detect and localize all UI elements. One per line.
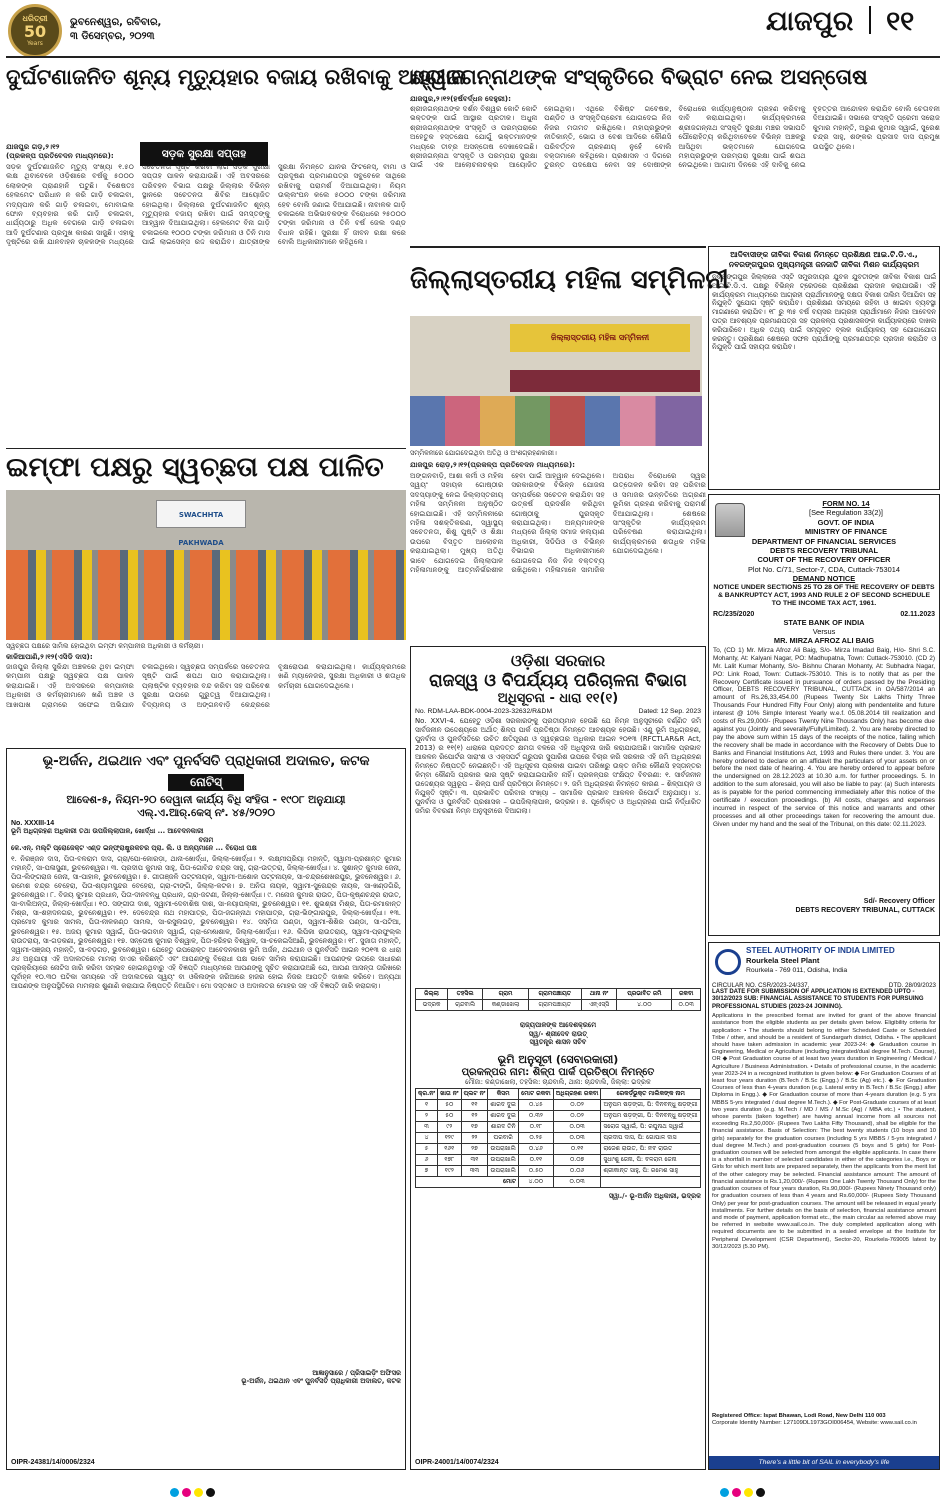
cell: ୦.୦୬ <box>553 1166 601 1177</box>
total-b: ୦.୦୩ <box>553 1177 601 1188</box>
col-head: ଅଧିଗ୍ରହଣ ରକବା <box>553 1089 601 1100</box>
notification: ଅଧିସୂଚନା - ଧାରା ୧୧(୧) <box>497 691 619 706</box>
notice-badge-wrap <box>11 771 401 791</box>
story-imfa-body <box>6 652 406 744</box>
badge-years: 50 <box>23 22 47 41</box>
ad-title: ଆଦିବାସୀଙ୍କ ଜୀବିକା ବିକାଶ ନିମନ୍ତେ ପ୍ରଶିକ୍ଷଣ ଆଇ.ଟି.ଡି.ଏ., ନବରଙ୍ଗପୁରର ମୁଖ୍ୟମନ୍ତ୍ରୀ ଜନଜାତି ଜୀବିକା ମିଶନ କାର୍ଯ୍ୟକ୍ରମ <box>728 250 920 269</box>
masthead <box>6 4 940 60</box>
ad-tribal-livelihood <box>708 246 940 490</box>
cell: ୦.୦୩ <box>672 1000 701 1011</box>
col-head: କ୍ର.ନଂ <box>416 1089 438 1100</box>
cell: ୧୯୨ <box>438 1166 462 1177</box>
cell: ୧୨୯ <box>438 1133 462 1144</box>
table-row <box>416 1100 701 1111</box>
cell: ୨୭ <box>461 1144 488 1155</box>
col-head: ଗ୍ରାମପଞ୍ଚାୟତ <box>528 989 581 1000</box>
cell: ୩୩ <box>461 1166 488 1177</box>
cell: ୦.୦୩ <box>553 1122 601 1133</box>
project-name: ପ୍ରକଳ୍ପର ନାମ: ଶିଳ୍ପ ପାର୍କ ପ୍ରତିଷ୍ଠା ନିମନ୍ତେ <box>461 1066 655 1078</box>
drt-body: To, (CD 1) Mr. Mirza Afroz Ali Baig, S/o- Mirza Imadad Baig, H/o- Shri S.C. Mohanty, At: Kalyani Nagar, PO: Madhupatna, Town: Cuttack-753010. (CD 2) Mr. Lalit Kumar Mohanty, S/o- Bishnu Charan Mohanty, At: Subhadra Nagar, PO: Link Road, Town: Cuttack-753010. This is to notify that as per the Recovery Certificate issued in pursuance of orders passed by the Presiding Officer, DEBTS RECOVERY TRIBUNAL, CUTTACK in OA/587/2014 an amount of Rs.26,33,454.00 (Rupees Twenty Six Lakhs Thirty Three Thousands Four Hundred Fifty Four Only) along with pendentelite and future interest @ 10% Simple Interest Yearly w.e.f. 05.08.2014 till realization and costs of Rs.29,000/- (Rupees Twenty Nine Thousands Only) has become due against you (Jointly and severally/Fully/Limited). 2. You are hereby directed to pay the above sum within 15 days of the receipts of the notice, failing which the recovery shall be made in accordance with the Recovery of Debts Due to Banks and Financial Institutions Act, 1993 and Rules there under. 3. You are hereby ordered to declare on an affidavit the particulars of your assets on or before the next date of hearing. 4. You are hereby ordered to appear before the undersigned on 28.12.2023 at 10.30 a.m. for further proceedings. 5. In addition to the sum aforesaid, you will also be liable to pay: (a) Such interests as is payable for the period commencing immediately after this notice of the certificate / execution proceedings. (b) All costs, charges and expenses incurred in respect of the service of this notice and warrants and other processes and all other proceedings taken for recovering the amount due. Given under my hand and the seal of the Tribunal, on this date: 02.11.2023. <box>713 646 935 828</box>
col-head: ଗ୍ରାମ <box>483 989 529 1000</box>
cell: ଉପରାଖାଲି <box>488 1166 519 1177</box>
cell: ୫୦ <box>438 1100 462 1111</box>
tag-text: ସଡ଼କ ସୁରକ୍ଷା ସପ୍ତାହ <box>161 148 247 160</box>
story-body: ଜାଜପୁର ଜିଲ୍ଲା ସୁକିନ୍ଦା ଅଞ୍ଚଳରେ ଥିବା ଇମ୍ଫା କମ୍ପାନୀ ପକ୍ଷରୁ ସ୍ୱଚ୍ଛତା ପକ୍ଷ ପାଳନ କରାଯାଇଛି। ଏହି ଅବସରରେ କମ୍ପାନୀର ଅଧିକାରୀ ଓ କର୍ମଚାରୀମାନେ ଖଣି ଅଞ୍ଚଳ ଓ ଆଖପାଖ ଗ୍ରାମରେ ସଫେଇ ଅଭିଯାନ ଚଳାଇଥିଲେ। ସ୍ୱଚ୍ଛତା ସମ୍ପର୍କରେ ସଚେତନତା ସୃଷ୍ଟି ପାଇଁ ଶପଥ ପାଠ କରାଯାଇଥିଲା। ପ୍ଲାଷ୍ଟିକ ବ୍ୟବହାର ବନ୍ଦ କରିବା ସହ ପରିବେଶ ସୁରକ୍ଷା ଉପରେ ଗୁରୁତ୍ୱ ଦିଆଯାଇଥିଲା। ବିଦ୍ୟାଳୟ ଓ ଅଙ୍ଗନବାଡ଼ି କେନ୍ଦ୍ରରେ ବୃକ୍ଷରୋପଣ କରାଯାଇଥିଲା। କାର୍ଯ୍ୟକ୍ରମରେ ଖଣି ମ୍ୟାନେଜର, ସୁରକ୍ଷା ଅଧିକାରୀ ଓ ଶତାଧିକ କର୍ମଚାରୀ ଯୋଗଦେଇଥିଲେ। <box>6 662 406 709</box>
secretary: ସ୍ୱ/- ଶ୍ରୀଦେବ ରାଉତ୍ <box>528 1029 588 1038</box>
notice-title: DEMAND NOTICE <box>792 574 856 584</box>
col-head: ରକବା <box>672 989 701 1000</box>
backdrop-text: ଜିଲ୍ଲାସ୍ତରୀୟ ମହିଳା ସମ୍ମିଳନୀ <box>550 333 650 342</box>
location-table-head <box>416 989 701 1000</box>
respondent: କେ.ଏନ୍. ମଲ୍ଟି ପ୍ରୋଜେକ୍ଟ ଏଣ୍ଡ ଇନ୍‌ଫ୍ରାଷ୍ଟ୍ରକଚର ପ୍ରା. ଲି. ଓ ଅନ୍ୟମାନେ ... ବିରୋଧୀ ପକ୍ଷ <box>11 844 257 853</box>
ad-revenue-notification <box>410 646 706 1470</box>
col-head: ରେକର୍ଡ଼ଭୁକ୍ତ ମାଲିକଙ୍କ ନାମ <box>601 1089 701 1100</box>
drt-header-2 <box>713 537 935 609</box>
cell: ୦.୦୩ <box>553 1133 601 1144</box>
footer-2: Corporate Identity Number: L27109DL1973GOI006454, Website: www.sail.co.in <box>712 1420 917 1427</box>
order-by: ରାଜ୍ୟପାଳଙ୍କ ଆଦେଶକ୍ରମେ <box>519 1021 597 1029</box>
order-block <box>415 1021 701 1047</box>
oipr-code: OIPR-24001/14/0074/2324 <box>415 1459 499 1466</box>
cell: ଗ୍ରାମପଞ୍ଚାୟତ <box>528 1000 581 1011</box>
cell: ୦.୩୨ <box>519 1111 554 1122</box>
case-line: ଏଲ୍‌.ଏ.ଆର୍‌.କେସ୍ ନଂ. ୪୫/୨୦୨୦ <box>137 807 275 819</box>
stage-table <box>510 370 700 392</box>
location-table <box>415 988 701 1011</box>
cyan-dot <box>170 1488 179 1497</box>
dept: DEPARTMENT OF FINANCIAL SERVICES <box>751 536 897 546</box>
photo-caption: ସମ୍ମିଳନୀରେ ଯୋଗଦେଇଥିବା ଅତିଥି ଓ ଅଂଶଗ୍ରହଣକାରୀ। <box>410 449 557 457</box>
dept: ରାଜସ୍ୱ ଓ ବିପର୍ଯ୍ୟୟ ପରିଚାଳନା ବିଭାଗ <box>429 671 687 691</box>
cell: ୦.୫୦ <box>519 1166 554 1177</box>
headline: ଜିଲ୍ଲାସ୍ତରୀୟ ମହିଳା ସମ୍ମିଳନୀ <box>410 246 706 312</box>
conference-photo <box>410 316 702 446</box>
dateline: ଯାଜପୁର ରୋଡ଼,୨।୧୨(ପ୍ରକଳ୍ପ ପ୍ରତିବେଦନ ମାଧ୍ୟମରେ): <box>410 460 575 469</box>
banner-text: SWACHHTA PAKHWADA <box>178 511 224 547</box>
gov: GOVT. OF INDIA <box>817 517 875 527</box>
dated: Dated: 12 Sep. 2023 <box>638 708 701 715</box>
black-dot <box>756 1488 765 1497</box>
footer-1: Registered Office: Ispat Bhawan, Lodi Road, New Delhi 110 003 <box>712 1413 886 1420</box>
swachhta-photo <box>6 490 406 640</box>
audience-row <box>410 396 702 446</box>
drt-signature <box>713 897 935 915</box>
place-date-line1: ଭୁବନେଶ୍ୱର, ରବିବାର, <box>70 17 162 28</box>
notice-badge: ନୋଟିସ୍ <box>168 774 244 791</box>
tribunal: DEBTS RECOVERY TRIBUNAL <box>770 546 878 556</box>
land-schedule-table <box>415 1088 701 1188</box>
headline: ଇମ୍ଫା ପକ୍ଷରୁ ସ୍ୱଚ୍ଛତା ପକ୍ଷ ପାଳିତ <box>6 452 384 483</box>
col-head: ପ୍ଲଟ ନଂ <box>461 1089 488 1100</box>
badge-sub: Years <box>27 40 43 47</box>
section-name: ଯାଜପୁର <box>766 6 854 37</box>
cell: ପ୍ରଦୀପ ଦାସ, ପି: ଗୋପାଳ ଦାସ <box>601 1133 701 1144</box>
rc-row <box>713 611 935 618</box>
cell: ୧୨ <box>461 1111 488 1122</box>
story-women-conference <box>410 246 729 642</box>
badge-text: ଧରିତ୍ରୀ <box>22 14 48 23</box>
sail-footer <box>712 1413 936 1427</box>
cell: ୦.୦୨ <box>553 1111 601 1122</box>
subject: LAST DATE FOR SUBMISSION OF APPLICATION IS EXTENDED UPTO - 30/12/2023 SUB: FINANCIAL ASSISTANCE TO STUDENTS FOR PURSUING PROFESSIONAL STUDIES (2023-24 JOINING). <box>712 989 924 1010</box>
mouza: ମୌଜା: କଣ୍ଡାଖେଲା, ତହସିଲ: ଚାନ୍ଦବାଲି, ଥାନା: ଚାନ୍ଦବାଲି, ଜିଲ୍ଲା: ଭଦ୍ରକ <box>465 1077 651 1086</box>
party-2: MR. MIRZA AFROZ ALI BAIG <box>773 635 875 645</box>
sail-header <box>746 946 936 976</box>
cell: ୬ <box>416 1155 438 1166</box>
cell: ୧୭୮ <box>438 1155 462 1166</box>
circular-date: DTD. 28/09/2023 <box>888 982 936 989</box>
cell: ୦.୧୧ <box>553 1144 601 1155</box>
stage-backdrop <box>510 324 690 352</box>
circular-row <box>712 982 936 989</box>
sail-tagline: There's a little bit of SAIL in everybody's life <box>709 1456 939 1469</box>
cyan-dot <box>720 1488 729 1497</box>
company: STEEL AUTHORITY OF INDIA LIMITED <box>746 946 895 955</box>
rc-no: RC/235/2020 <box>713 610 755 618</box>
photo-banner <box>156 500 246 547</box>
cell: ଶ୍ରୀକାନ୍ତ ସାହୁ, ପି: ରମେଶ ସାହୁ <box>601 1166 701 1177</box>
schedule-title: ଭୂମି ଅନୁସୂଚୀ (ସେବାରକାରୀ) <box>497 1052 619 1066</box>
sail-logo-icon <box>715 949 741 975</box>
sail-body: Applications in the prescribed format are invited for grant of the above financial assistance from the eligible students as per details given below. Eligibility criteria for application: • The students should belong to either Scheduled Caste or Scheduled Tribe / other, and should be a resident of Sundargarh district, Odisha. • The applicant should have taken admission in academic year 2023-24: ◆ Graduation course in Engineering, Medical or Agriculture (including integrated/dual degree M.Tech. Course), OR ◆ Post Graduation course of at least two years duration in Engineering / Medical / Agriculture / Business Administration. • Details of professional course, in the academic year 2023-24 in a recognized institution is given below: ◆ For Graduation Courses of at least four years duration (B.Tech / B.Sc (Engg.) / B.Sc (Ag) etc.). ◆ For Graduation Courses of less than 4-years duration (e.g. Lateral entry in B.Tech / B.Sc (Engg.) after Diploma in Engg.). ◆ For Graduation course of more than 4-years duration (e.g. 5 yrs MBBS 5-yrs integrated / dual degree M.Tech.). ◆ For Post-Graduate courses of at least two years duration (e.g. M.Tech / MD / MS / M.Sc (Ag) / MBA etc.) • The student, whose parents (taken together) are having annual income from all sources not exceeding Rs.2,50,000/- (Rupees Two Lakhs Fifty Thousand), shall be eligible for the financial assistance. Basis of Selection: The best twenty students (10 boys and 10 girls) separately for the graduation courses (including 5 yrs MBBS / 5-yrs integrated / dual degree M.Tech.) and post-graduation courses (5 boys and 5 girls) for Post-graduation courses will be selected from amongst the eligible applicants. In case there is a shortfall in number of selected candidates in either of the categories i.e., Boys or Girls for which merit lists are prepared separately, then the applicants from the merit list of the other category may be selected. Financial assistance amount: The amount of financial assistance is Rs.1,20,000/- (Rupees One Lakh Twenty Thousand Only) for the graduation courses of four years duration, Rs.90,000/- (Rupees Ninety Thousand only) for graduation courses of less than 4 years and Rs.60,000/- (Rupees Sixty Thousand Only) per year for post-graduation courses. The amount will be released in equal yearly installments. For further details on the basis of selection, financial assistance amount and mode of payment, application format etc., the main circular as referred above may be referred in website www.sail.co.in. The duly completed application along with required documents are to be submitted in a sealed envelope at the Institute for Peripheral Development (CSR Department), Sector-20, Rourkela-769005 latest by 30/12/2023 (5.30 PM). <box>712 1013 936 1250</box>
ad-land-court-notice <box>6 748 406 1470</box>
cell: ୦.୦୨ <box>553 1100 601 1111</box>
cell: ଶାରଦ ଦୁଇ <box>488 1100 519 1111</box>
sub-line: ଭୂମି ଅଧିଗ୍ରହଣ ଅଧିକାରୀ ତଥା ଉପଜିଲ୍ଲାପାଳ, ଖୋର୍ଦ୍ଧା ... ଆବେଦନକାରୀ <box>11 827 204 835</box>
cell: ୦.୨୫ <box>519 1133 554 1144</box>
sign-2: ଭୂ-ଅର୍ଜନ, ଥଇଥାନ ଏବଂ ପୁନର୍ବସତି ପ୍ରାଧିକାରୀ ଅଦାଲତ, କଟକ <box>241 1377 401 1386</box>
story-rule <box>6 448 406 449</box>
total-row <box>416 1177 701 1188</box>
cell: ୧୭ <box>461 1122 488 1133</box>
total-label: ମୋଟ <box>416 1177 519 1188</box>
cell: ସରୋଜ ସ୍ୱାଇଁ, ପି: ରଘୁନାଥ ସ୍ୱାଇଁ <box>601 1122 701 1133</box>
party-1: STATE BANK OF INDIA <box>783 617 865 627</box>
col-head: ପ୍ରଭାବିତ ଜମି <box>617 989 672 1000</box>
versus: ବନାମ <box>198 835 214 844</box>
table-row <box>416 1144 701 1155</box>
plant: Rourkela Steel Plant <box>746 956 820 965</box>
cell: ୧୧ <box>461 1100 488 1111</box>
cell: ୦.୪୫ <box>519 1100 554 1111</box>
col-head: ମୋଟ ରକବା <box>519 1089 554 1100</box>
headline: ଦୁର୍ଘଟଣାଜନିତ ଶୂନ୍ୟ ମୃତ୍ୟୁହାର ବଜାୟ ରଖିବାକୁ ଆହ୍ୱାନ <box>6 65 466 89</box>
story-body: ସଡ଼କ ଦୁର୍ଘଟଣାଜନିତ ମୃତ୍ୟୁ ସଂଖ୍ୟା ୧.୫୦ ଲକ୍ଷ ଥିବାବେଳେ ଓଡ଼ିଶାରେ ବର୍ଷକୁ ୫୦୦୦ ଲୋକଙ୍କ ପ୍ରାଣହାନି ଘଟୁଛି। ବିଶେଷତଃ ହେଲମେଟ ପରିଧାନ ନ କରି ଗାଡ଼ି ଚଳାଇବା, ମଦ୍ୟପାନ କରି ଗାଡ଼ି ଚଳାଇବା, ମୋବାଇଲ ଫୋନ ବ୍ୟବହାର କରି ଗାଡ଼ି ଚଳାଇବା, ଧାର୍ଯ୍ୟଠାରୁ ଅଧିକ ବେଗରେ ଗାଡ଼ି ଚଳାଇବା ଆଦି ଦୁର୍ଘଟଣାର ପ୍ରମୁଖ କାରଣ ସାଜୁଛି। ଏହାକୁ ଦୃଷ୍ଟିରେ ରଖି ଯାନବାହନ ଚାଳକଙ୍କ ମଧ୍ୟରେ ସଚେତନତା ସୃଷ୍ଟି କରିବା ଲାଗି ସଡ଼କ ସୁରକ୍ଷା ସପ୍ତାହ ପାଳନ କରାଯାଉଛି। ଏହି ଅବସରରେ ପରିବହନ ବିଭାଗ ପକ୍ଷରୁ ଜିଲ୍ଲାର ବିଭିନ୍ନ ସ୍ଥାନରେ ସଚେତନତା ଶିବିର ଆୟୋଜିତ ହୋଇଥିଲା। ଜିଲ୍ଲାରେ ଦୁର୍ଘଟଣାଜନିତ ଶୂନ୍ୟ ମୃତ୍ୟୁହାର ବଜାୟ ରଖିବା ପାଇଁ ସମସ୍ତଙ୍କୁ ଆହ୍ୱାନ ଦିଆଯାଇଥିଲା। ହେଲମେଟ ବିନା ଗାଡ଼ି ଚଳାଇଲେ ୧୦୦୦ ଟଙ୍କା ଜରିମାନା ଓ ତିନି ମାସ ପାଇଁ ଲାଇସେନ୍ସ ରଦ୍ଦ କରାଯିବ। ଯାତ୍ରୀଙ୍କ ସୁରକ୍ଷା ନିମନ୍ତେ ଯାନର ଫିଟନେସ୍, ବୀମା ଓ ପ୍ରଦୂଷଣ ପ୍ରମାଣପତ୍ର ସବୁବେଳେ ସାଥିରେ ରଖିବାକୁ ପରାମର୍ଶ ଦିଆଯାଇଥିଲା। ନିୟମ ଉଲ୍ଲଂଘନ କଲେ ୫୦୦୦ ଟଙ୍କା ଜରିମାନା ହେବ ବୋଲି ଜଣାଇ ଦିଆଯାଇଛି। ନାବାଳକ ଗାଡ଼ି ଚଳାଇଲେ ଅଭିଭାବକଙ୍କ ବିରୋଧରେ ୨୫୦୦୦ ଟଙ୍କା ଜରିମାନା ଓ ତିନି ବର୍ଷ ଜେଲ ଦଣ୍ଡ ବିଧାନ ରହିଛି। ସୁରକ୍ଷା ହିଁ ଜୀବନ ରକ୍ଷା କରେ ବୋଲି ଅଧିକାରୀମାନେ କହିଥିଲେ। <box>6 162 406 247</box>
sign-1: Sd/- Recovery Officer <box>863 897 935 905</box>
cell: କଣ୍ଡାଖେଲା <box>483 1000 529 1011</box>
dateline-text: ଯାଜପୁର ଗଡ଼,୨।୧୨ <box>6 142 60 151</box>
table-row <box>416 1111 701 1122</box>
sign: ଆଜ୍ଞାନୁସାରେ / ପ୍ରିସାଇଡ଼ିଂ ଅଫିସର <box>312 1368 401 1377</box>
circular-no: CIRCULAR NO. CSR/2023-24/337, <box>712 982 810 989</box>
ad-drt-demand-notice <box>708 494 940 936</box>
magenta-dot <box>182 1488 191 1497</box>
dateline <box>6 142 134 161</box>
headline: ଶ୍ରୀଜଗନ୍ନାଥଙ୍କ ସଂସ୍କୃତିରେ ବିଭ୍ରାଟ ନେଇ ଅସନ୍ତୋଷ <box>410 65 868 89</box>
schedule-rows <box>416 1100 701 1177</box>
cell: ୩ <box>416 1122 438 1133</box>
masthead-rule <box>6 56 940 58</box>
cell: ୦.୧୧ <box>519 1155 554 1166</box>
parties <box>713 618 935 645</box>
cell: ଘରବାରି <box>488 1133 519 1144</box>
cell: ୩୧ <box>461 1155 488 1166</box>
sign: ସ୍ୱା./- ଭୂ-ଅର୍ଜନ ଅଧିକାରୀ, ଭଦ୍ରକ <box>608 1192 701 1201</box>
page-number: ୧୧ <box>886 6 915 37</box>
court: COURT OF THE RECOVERY OFFICER <box>757 555 891 565</box>
table-row <box>416 1133 701 1144</box>
rc-date: 02.11.2023 <box>900 610 935 618</box>
schedule-table-head <box>416 1089 701 1100</box>
cell: ଚାନ୍ଦବାଲି <box>448 1000 483 1011</box>
ministry: MINISTRY OF FINANCE <box>804 527 888 537</box>
notice-body: ୧. ନିରଞ୍ଜନ ଦାସ, ପିତା-ବଳରାମ ଦାସ, ଗ୍ରା/ପୋ-କୋରଡ଼ା, ଥାନା-ଖୋର୍ଦ୍ଧା, ଜିଲ୍ଲା-ଖୋର୍ଦ୍ଧା। ୨. ଲକ୍ଷ୍ମୀପ୍ରିୟା ମହାନ୍ତି, ସ୍ୱାମୀ-ପ୍ରଶାନ୍ତ କୁମାର ମହାନ୍ତି, ସା-ପଳାସୁଣୀ, ଭୁବନେଶ୍ୱର। ୩. ପ୍ରଦୀପ କୁମାର ସାହୁ, ପିତା-ଗୋବିନ୍ଦ ଚନ୍ଦ୍ର ସାହୁ, ଗ୍ରା-ଉତ୍ତରା, ଜିଲ୍ଲା-ଖୋର୍ଦ୍ଧା। ୪. ସୁଶାନ୍ତ କୁମାର ଜେନା, ପିତା-ଲିଙ୍ଗରାଜ ଜେନା, ସା-ପାହାଳ, ଭୁବନେଶ୍ୱର। ୫. ଗୀତାଞ୍ଜଳି ପଟ୍ଟନାୟକ, ସ୍ୱାମୀ-ଅଶୋକ ପଟ୍ଟନାୟକ, ସା-ଚନ୍ଦ୍ରଶେଖରପୁର, ଭୁବନେଶ୍ୱର। ୬. ରମେଶ ଚନ୍ଦ୍ର ବେହେରା, ପିତା-ଶ୍ୟାମସୁନ୍ଦର ବେହେରା, ଗ୍ରା-ଟାଙ୍ଗି, ଜିଲ୍ଲା-କଟକ। ୭. ଅନିତା ନାୟକ, ସ୍ୱାମୀ-ସୁରେନ୍ଦ୍ର ନାୟକ, ସା-ଖଣ୍ଡଗିରି, ଭୁବନେଶ୍ୱର। ୮. ବିଜୟ କୁମାର ପ୍ରଧାନ, ପିତା-ଦୀନବନ୍ଧୁ ପ୍ରଧାନ, ଗ୍ରା-ଜଟଣୀ, ଜିଲ୍ଲା-ଖୋର୍ଦ୍ଧା। ୯. ମନୋଜ କୁମାର ରାଉତ, ପିତା-କୃଷ୍ଣଚନ୍ଦ୍ର ରାଉତ, ସା-ବାଲିଅନ୍ତା, ଜିଲ୍ଲା-ଖୋର୍ଦ୍ଧା। ୧୦. ସଙ୍ଗୀତା ଦାଶ, ସ୍ୱାମୀ-ଦେବାଶିଷ ଦାଶ, ସା-ନୟାପଲ୍ଲୀ, ଭୁବନେଶ୍ୱର। ୧୧. ଶୁଭଶ୍ରୀ ମିଶ୍ର, ପିତା-ରମାକାନ୍ତ ମିଶ୍ର, ସା-ଶହୀଦନଗର, ଭୁବନେଶ୍ୱର। ୧୨. ଦେବେନ୍ଦ୍ର ନାଥ ମହାପାତ୍ର, ପିତା-ଜଗନ୍ନାଥ ମହାପାତ୍ର, ଗ୍ରା-ଭିଙ୍ଗାରପୁର, ଜିଲ୍ଲା-ଖୋର୍ଦ୍ଧା। ୧୩. ପ୍ରମୋଦ କୁମାର ସାମଲ, ପିତା-ନୀଳକଣ୍ଠ ସାମଲ, ସା-ରସୁଲଗଡ଼, ଭୁବନେଶ୍ୱର। ୧୪. ସସ୍ମିତା ପଣ୍ଡା, ସ୍ୱାମୀ-ଶିଶିର ପଣ୍ଡା, ସା-ପଟିଆ, ଭୁବନେଶ୍ୱର। ୧୫. ଅଜୟ କୁମାର ସ୍ୱାଇଁ, ପିତା-ଭଗବାନ ସ୍ୱାଇଁ, ଗ୍ରା-ମେଣ୍ଢାଶାଳ, ଜିଲ୍ଲା-ଖୋର୍ଦ୍ଧା। ୧୬. ଲିପିକା ରାଉତରାୟ, ସ୍ୱାମୀ-ପ୍ରଫୁଲ୍ଲ ରାଉତରାୟ, ସା-ଗଡ଼କଣା, ଭୁବନେଶ୍ୱର। ୧୭. ସନ୍ତୋଷ କୁମାର ବିଶ୍ୱାଳ, ପିତା-ହରିହର ବିଶ୍ୱାଳ, ସା-ଚକେଇସିଆଣି, ଭୁବନେଶ୍ୱର। ୧୮. ସୁଜାତା ମହାନ୍ତି, ସ୍ୱାମୀ-ସଞ୍ଜୟ ମହାନ୍ତି, ସା-ବଡ଼ଗଡ଼, ଭୁବନେଶ୍ୱର। ଯେହେତୁ ଉପରୋକ୍ତ ଆବେଦନକାରୀ ଭୂମି ଅର୍ଜନ, ଥଇଥାନ ଓ ପୁନର୍ବସତି ଆଇନ ୨୦୧୩ ର ଧାରା ୬୪ ଅନୁଯାୟୀ ଏହି ଅଦାଲତରେ ମାମଲା ଦାଏର କରିଛନ୍ତି ଏବଂ ଆପଣଙ୍କୁ ବିରୋଧୀ ପକ୍ଷ ଭାବେ ସାମିଲ କରାଯାଇଛି। ଆପଣଙ୍କ ଉପରେ ସାଧାରଣ ପ୍ରକ୍ରିୟାରେ ନୋଟିସ ଜାରି କରିବା ସମ୍ଭବ ହୋଇନଥିବାରୁ ଏହି ବିଜ୍ଞପ୍ତି ମାଧ୍ୟମରେ ଆପଣଙ୍କୁ ସୂଚିତ କରାଯାଉଅଛି ଯେ, ଆପଣ ଆସନ୍ତା ତାରିଖରେ ପୂର୍ବାହ୍ନ ୧୦.୩୦ ଘଟିକା ସମୟରେ ଏହି ଅଦାଲତରେ ସ୍ୱୟଂ ବା ଓକିଲଙ୍କ ଜରିଆରେ ହାଜର ହୋଇ ନିଜର ଆପତ୍ତି ଦାଖଲ କରିବେ। ଅନ୍ୟଥା ଆପଣଙ୍କ ଅନୁପସ୍ଥିତିରେ ମାମଲାର ଶୁଣାଣି କରାଯାଇ ନିଷ୍ପତ୍ତି ନିଆଯିବ। ମୋ ଦସ୍ତଖତ ଓ ଅଦାଲତର ମୋହର ସହ ଏହି ବିଜ୍ଞପ୍ତି ଜାରି କରାଗଲା। <box>11 854 401 991</box>
table-row <box>416 1166 701 1177</box>
cell: ୪ <box>416 1133 438 1144</box>
print-registration-marks-left <box>170 1482 218 1501</box>
ad-sail-financial-assistance <box>708 942 940 1470</box>
emblem-icon <box>715 503 745 537</box>
table-row <box>416 1155 701 1166</box>
notice-desc: NOTICE UNDER SECTIONS 25 TO 28 OF THE RECOVERY OF DEBTS & BANKRUPTCY ACT, 1993 AND RULE 2 OF SECOND SCHEDULE TO THE INCOME TAX ACT, 1961. <box>713 583 935 608</box>
cell: ରାଜେଶ ରାଉତ, ପି: ନବ ରାଉତ <box>601 1144 701 1155</box>
yellow-dot <box>194 1488 203 1497</box>
col-head: ଜିଲ୍ଲା <box>416 989 448 1000</box>
secretary-title: ସ୍ୱତନ୍ତ୍ର ଶାସନ ସଚିବ <box>529 1038 587 1047</box>
cell: ୦.୦୭ <box>553 1155 601 1166</box>
cell: ୪.୦୦ <box>617 1000 672 1011</box>
total-a: ୪.୦୦ <box>519 1177 554 1188</box>
section-divider <box>869 6 871 34</box>
col-head: କିସମ <box>488 1089 519 1100</box>
place-date-line2: ୩ ଡିସେମ୍ବର, ୨୦୨୩ <box>70 31 155 42</box>
magenta-dot <box>732 1488 741 1497</box>
table-row <box>416 1000 701 1011</box>
dateline: ଯାଜପୁର,୨।୧୨(ହର୍ଷବର୍ଦ୍ଧନ ଦେହୁରୀ): <box>410 94 511 103</box>
form-no: FORM NO. 14 <box>822 499 870 508</box>
sign-2: DEBTS RECOVERY TRIBUNAL, CUTTACK <box>795 906 935 914</box>
yellow-dot <box>744 1488 753 1497</box>
cell: ସୁଧାଂଶୁ ଜେନା, ପି: ବଳରାମ ଜେନା <box>601 1155 701 1166</box>
section-title <box>766 6 914 44</box>
cell: ୦.୧୮ <box>519 1122 554 1133</box>
cell: ୭ <box>416 1166 438 1177</box>
cell: ୯୨ <box>438 1122 462 1133</box>
notification-body: No. XXVI-4. ଯେହେତୁ ଓଡ଼ିଶା ସରକାରଙ୍କୁ ପ୍ରତୀୟମାନ ହେଉଛି ଯେ ନିମ୍ନ ଅନୁସୂଚୀରେ ବର୍ଣ୍ଣିତ ଜମି ସାର୍ବଜନୀନ ଉଦ୍ଦେଶ୍ୟରେ ଅର୍ଥାତ୍ ଶିଳ୍ପ ପାର୍କ ପ୍ରତିଷ୍ଠା ନିମନ୍ତେ ଆବଶ୍ୟକ ହେଉଛି। ଏଣୁ ଭୂମି ଅଧିଗ୍ରହଣ, ପୁନର୍ବାସ ଓ ପୁନର୍ବସତିରେ ଉଚିତ କ୍ଷତିପୂରଣ ଓ ସ୍ୱଚ୍ଛତାର ଅଧିକାର ଆଇନ ୨୦୧୩ (RFCTLAR&R Act, 2013) ର ୧୧(୧) ଧାରାରେ ପ୍ରଦତ୍ତ କ୍ଷମତା ବଳରେ ଏହି ଅଧିସୂଚନା ଜାରି କରାଯାଉଅଛି। ସାମାଜିକ ପ୍ରଭାବ ଆକଳନ ରିପୋର୍ଟର ସାରାଂଶ ଓ ଏକ୍ସପର୍ଟ ଗ୍ରୁପର ସୁପାରିଶ ଉପରେ ବିଚାର କରି ସରକାର ଏହି ଜମି ଅଧିଗ୍ରହଣ ନିମନ୍ତେ ନିଷ୍ପତ୍ତି ନେଇଛନ୍ତି। ଏହି ଅଧିସୂଚନା ପ୍ରକାଶ ପାଇବା ତାରିଖରୁ ଉକ୍ତ ଜମିର କୌଣସି ହସ୍ତାନ୍ତର କିମ୍ବା କୌଣସି ପ୍ରକାର ଭାର ସୃଷ୍ଟି କରାଯାଇପାରିବ ନାହିଁ। ପ୍ରକଳ୍ପର ସଂକ୍ଷିପ୍ତ ବିବରଣୀ: ୧. ସାର୍ବଜନୀନ ଉଦ୍ଦେଶ୍ୟର ସ୍ୱରୂପ – ଶିଳ୍ପ ପାର୍କ ପ୍ରତିଷ୍ଠା ନିମନ୍ତେ। ୨. ଜମି ଅଧିଗ୍ରହଣ ନିମନ୍ତେ କାରଣ – ଶିଳ୍ପାୟନ ଓ ନିଯୁକ୍ତି ସୃଷ୍ଟି। ୩. ପ୍ରଭାବିତ ପରିବାର ସଂଖ୍ୟା – ସାମାଜିକ ପ୍ରଭାବ ଆକଳନ ରିପୋର୍ଟ ଅନୁଯାୟୀ। ୪. ପୁନର୍ବାସ ଓ ପୁନର୍ବସତି ପ୍ରଶାସକ – ଉପଜିଲ୍ଲାପାଳ, ଭଦ୍ରକ। ୫. ପୂର୍ବୋକ୍ତ ଓ ଅଧିଗ୍ରହଣ ପାଇଁ ନିର୍ଦ୍ଧାରିତ ଜମିର ବିବରଣୀ ନିମ୍ନ ଅନୁସୂଚୀରେ ଦିଆଗଲା। <box>415 717 701 815</box>
col-head: ଥାନା ନଂ <box>581 989 617 1000</box>
col-head: ତହସିଲ <box>448 989 483 1000</box>
location: Rourkela - 769 011, Odisha, India <box>746 967 848 974</box>
cell: ୧୬୧ <box>438 1144 462 1155</box>
govt: ଓଡ଼ିଶା ସରକାର <box>510 651 606 670</box>
cell: ଭଦ୍ରକ <box>416 1000 448 1011</box>
oipr-code: OIPR-24381/14/0006/2324 <box>11 1459 95 1466</box>
cell: ୦.୪୬ <box>519 1144 554 1155</box>
black-dot <box>206 1488 215 1497</box>
table-row <box>416 1122 701 1133</box>
story-body: ଶ୍ରୀଜଗନ୍ନାଥଙ୍କ ଦର୍ଶନ ବିଶ୍ୱର କୋଟି କୋଟି ଭକ୍ତଙ୍କ ପାଇଁ ଆସ୍ଥାର ପ୍ରତୀକ। ଅଧୁନା ଶ୍ରୀଜଗନ୍ନାଥଙ୍କ ସଂସ୍କୃତି ଓ ପରମ୍ପରାରେ ଅହେତୁକ ହସ୍ତକ୍ଷେପ ଯୋଗୁଁ ଭକ୍ତମାନଙ୍କ ମଧ୍ୟରେ ତୀବ୍ର ଅସନ୍ତୋଷ ଦେଖାଦେଇଛି। ଶ୍ରୀଜଗନ୍ନାଥ ସଂସ୍କୃତି ଓ ପରମ୍ପରା ସୁରକ୍ଷା ପାଇଁ ଏକ ଆଲୋଚନାଚକ୍ର ଆୟୋଜିତ ହୋଇଥିଲା। ଏଥିରେ ବିଶିଷ୍ଟ ଗବେଷକ, ପଣ୍ଡିତ ଓ ସଂସ୍କୃତିପ୍ରେମୀ ଯୋଗଦେଇ ନିଜ ନିଜର ମତାମତ ରଖିଥିଲେ। ମହାପ୍ରଭୁଙ୍କ ନୀତିକାନ୍ତି, ଭୋଗ ଓ ବେଶ ଆଦିରେ କୌଣସି ପରିବର୍ତ୍ତନ ଗ୍ରହଣୀୟ ନୁହେଁ ବୋଲି ବକ୍ତାମାନେ କହିଥିଲେ। ପ୍ରଶାସନ ଏ ଦିଗରେ ତୁରନ୍ତ ପଦକ୍ଷେପ ନେବା ସହ ଦୋଷୀଙ୍କ ବିରୋଧରେ କାର୍ଯ୍ୟାନୁଷ୍ଠାନ ଗ୍ରହଣ କରିବାକୁ ଦାବି କରାଯାଇଥିଲା। କାର୍ଯ୍ୟକ୍ରମରେ ଶ୍ରୀଜଗନ୍ନାଥ ସଂସ୍କୃତି ସୁରକ୍ଷା ମଞ୍ଚର ସଭାପତି ପୌରୋହିତ୍ୟ କରିଥିବାବେଳେ ବିଭିନ୍ନ ଅଞ୍ଚଳରୁ ଆସିଥିବା ଭକ୍ତମାନେ ଯୋଗଦେଇ ମହାପ୍ରଭୁଙ୍କ ପରମ୍ପରା ସୁରକ୍ଷା ପାଇଁ ଶପଥ ନେଇଥିଲେ। ଆଗାମୀ ଦିନରେ ଏହି ଦାବିକୁ ନେଇ ବୃହତ୍ତର ଆନ୍ଦୋଳନ କରାଯିବ ବୋଲି ଚେତାବନୀ ଦିଆଯାଇଛି। ସଭାରେ ସଂସ୍କୃତି ପ୍ରେମୀ ସରୋଜ କୁମାର ମହାନ୍ତି, ଅରୁଣ କୁମାର ସ୍ୱାଇଁ, ସୁରେଶ ଚନ୍ଦ୍ର ସାହୁ, ଶଙ୍କର ପ୍ରସାଦ ଦାସ ପ୍ରମୁଖ ଉପସ୍ଥିତ ଥିଲେ। <box>410 104 940 170</box>
anniversary-badge <box>8 4 62 58</box>
photo-caption: ସ୍ୱଚ୍ଛତା ପକ୍ଷରେ ସାମିଲ ହୋଇଥିବା ଇମ୍ଫା କମ୍ପାନୀର ଅଧିକାରୀ ଓ କର୍ମଚାରୀ। <box>6 642 204 650</box>
cell-empty <box>601 1177 701 1188</box>
authority: ଭୂ-ଅର୍ଜନ, ଥଇଥାନ ଏବଂ ପୁନର୍ବସତି ପ୍ରାଧିକାରୀ ଅଦାଲତ, କଟକ <box>42 753 370 769</box>
ad-body: ନବରଙ୍ଗପୁର ଜିଲ୍ଲାରେ ଏସ୍‌ଟି ସମ୍ପ୍ରଦାୟର ଯୁବକ ଯୁବତୀଙ୍କ ଜୀବିକା ବିକାଶ ପାଇଁ ଆଇ.ଟି.ଡି.ଏ. ପକ୍ଷରୁ ବିଭିନ୍ନ ଟ୍ରେଡରେ ପ୍ରଶିକ୍ଷଣ ପ୍ରଦାନ କରାଯାଉଛି। ଏହି କାର୍ଯ୍ୟକ୍ରମ ମାଧ୍ୟମରେ ଆଗ୍ରହୀ ପ୍ରାର୍ଥୀମାନଙ୍କୁ ଦକ୍ଷତା ବିକାଶ ତାଲିମ ଦିଆଯିବା ସହ ନିଯୁକ୍ତି ସୁଯୋଗ ସୃଷ୍ଟି କରାଯିବ। ପ୍ରଶିକ୍ଷଣ ସମୟରେ ରହିବା ଓ ଖାଇବା ବ୍ୟବସ୍ଥା ମାଗଣାରେ କରାଯିବ। ୧୮ ରୁ ୩୫ ବର୍ଷ ବୟସର ଆଗ୍ରହୀ ପ୍ରାର୍ଥୀମାନେ ନିଜର ଆବେଦନ ପତ୍ର ଆବଶ୍ୟକ ପ୍ରମାଣପତ୍ର ସହ ପ୍ରକଳ୍ପ ପ୍ରଶାସକଙ୍କ କାର୍ଯ୍ୟାଳୟରେ ଦାଖଲ କରିପାରିବେ। ଅଧିକ ତଥ୍ୟ ପାଇଁ ସମ୍ପୃକ୍ତ ବ୍ଲକ କାର୍ଯ୍ୟାଳୟ ସହ ଯୋଗାଯୋଗ କରନ୍ତୁ। ପ୍ରଶିକ୍ଷଣ ଶେଷରେ ସଫଳ ପ୍ରାର୍ଥୀଙ୍କୁ ପ୍ରମାଣପତ୍ର ପ୍ରଦାନ କରାଯିବ ଓ ନିଯୁକ୍ତି ପାଇଁ ସହାୟତା କରାଯିବ। <box>712 273 936 352</box>
cell: ଏନ୍‌ଏସ୍‌ସି <box>581 1000 617 1011</box>
cell: ଅନୁପମ ଷଡ଼ଙ୍ଗୀ, ପି: ଦିନବନ୍ଧୁ ଷଡ଼ଙ୍ଗୀ <box>601 1100 701 1111</box>
cell: ଶାରଦ ଦୁଇ <box>488 1111 519 1122</box>
cell: ୧ <box>416 1100 438 1111</box>
cell: ୫୦ <box>438 1111 462 1122</box>
ref-row <box>415 708 701 715</box>
cell: ଉପରାଖାଲି <box>488 1144 519 1155</box>
dateline: କାଳିଆପାଣି,୨।୧୨(ଏସିଡି ଦାସ): <box>6 652 93 661</box>
address: Plot No. C/71, Sector-7, CDA, Cuttack-753014 <box>748 564 900 574</box>
cell: ଉପରାଖାଲି <box>488 1155 519 1166</box>
ref-no: No. XXXIII-14 <box>11 820 55 827</box>
drt-header <box>757 499 935 537</box>
versus: Versus <box>812 626 836 636</box>
workers-group <box>6 550 406 640</box>
cell: ଅନୁପମ ଷଡ଼ଙ୍ଗୀ, ପି: ଦିନବନ୍ଧୁ ଷଡ଼ଙ୍ଗୀ <box>601 1111 701 1122</box>
cell: ଶାରଦ ତିନି <box>488 1122 519 1133</box>
col-head: ଖାତା ନଂ <box>438 1089 462 1100</box>
place-date <box>70 16 161 44</box>
cell: ୨୨ <box>461 1133 488 1144</box>
story-imfa-swachhta <box>6 448 406 650</box>
print-registration-marks-right <box>720 1482 768 1501</box>
reporter-text: (ପ୍ରକଳ୍ପ ପ୍ରତିବେଦନ ମାଧ୍ୟମରେ): <box>6 151 114 161</box>
story-jagannath <box>410 62 940 242</box>
story-body: ଅଙ୍ଗନବାଡ଼ି, ଆଶା କର୍ମୀ ଓ ମହିଳା ସ୍ୱୟଂ ସହାୟକ ଗୋଷ୍ଠୀର ସଦସ୍ୟାଙ୍କୁ ନେଇ ଜିଲ୍ଲାସ୍ତରୀୟ ମହିଳା ସମ୍ମିଳନୀ ଅନୁଷ୍ଠିତ ହୋଇଯାଇଛି। ଏହି ସମ୍ମିଳନୀରେ ମହିଳା ସଶକ୍ତିକରଣ, ସ୍ୱାସ୍ଥ୍ୟ ସଚେତନତା, ଶିଶୁ ପୁଷ୍ଟି ଓ ଶିକ୍ଷା ଉପରେ ବିସ୍ତୃତ ଆଲୋଚନା କରାଯାଇଥିଲା। ମୁଖ୍ୟ ଅତିଥି ଭାବେ ଯୋଗଦେଇ ଜିଲ୍ଲାପାଳ ମହିଳାମାନଙ୍କୁ ଆତ୍ମନିର୍ଭରଶୀଳ ହେବା ପାଇଁ ଆହ୍ୱାନ ଦେଇଥିଲେ। ସରକାରଙ୍କ ବିଭିନ୍ନ ଯୋଜନା ସମ୍ପର୍କରେ ସଚେତନ କରାଯିବା ସହ ଉତ୍କର୍ଷ ପ୍ରଦର୍ଶନ କରିଥିବା ଗୋଷ୍ଠୀକୁ ପୁରସ୍କୃତ କରାଯାଇଥିଲା। ଅନ୍ୟମାନଙ୍କ ମଧ୍ୟରେ ଜିଲ୍ଲା ସମାଜ କଲ୍ୟାଣ ଅଧିକାରୀ, ସିଡିପିଓ ଓ ବିଭିନ୍ନ ବିଭାଗର ଅଧିକାରୀମାନେ ଯୋଗଦେଇ ନିଜ ନିଜ ବକ୍ତବ୍ୟ ରଖିଥିଲେ। ମହିଳାମାନେ ସାମାଜିକ ଅପରାଧ ବିରୋଧରେ ସ୍ୱର ଉତ୍ତୋଳନ କରିବା ସହ ପରିବାର ଓ ସମାଜର ଉନ୍ନତିରେ ଅଗ୍ରଣୀ ଭୂମିକା ଗ୍ରହଣ କରିବାକୁ ପରାମର୍ଶ ଦିଆଯାଇଥିଲା। ଶେଷରେ ସାଂସ୍କୃତିକ କାର୍ଯ୍ୟକ୍ରମ ପରିବେଷଣ କରାଯାଇଥିଲା। କାର୍ଯ୍ୟକ୍ରମରେ ଶତାଧିକ ମହିଳା ଯୋଗଦେଇଥିଲେ। <box>410 471 706 575</box>
cell: ୫ <box>416 1144 438 1155</box>
order-line: ଆଦେଶ-୫, ନିୟମ-୨୦ ଦେୱାନୀ କାର୍ଯ୍ୟ ବିଧି ସଂହିତା - ୧୯୦୮ ଅନୁଯାୟୀ <box>66 794 346 806</box>
cell: ୨ <box>416 1111 438 1122</box>
ref-no: No. RDM-LAA-BDK-0004-2023-32632/R&DM <box>415 708 553 715</box>
regulation: [See Regulation 33(2)] <box>809 508 883 518</box>
